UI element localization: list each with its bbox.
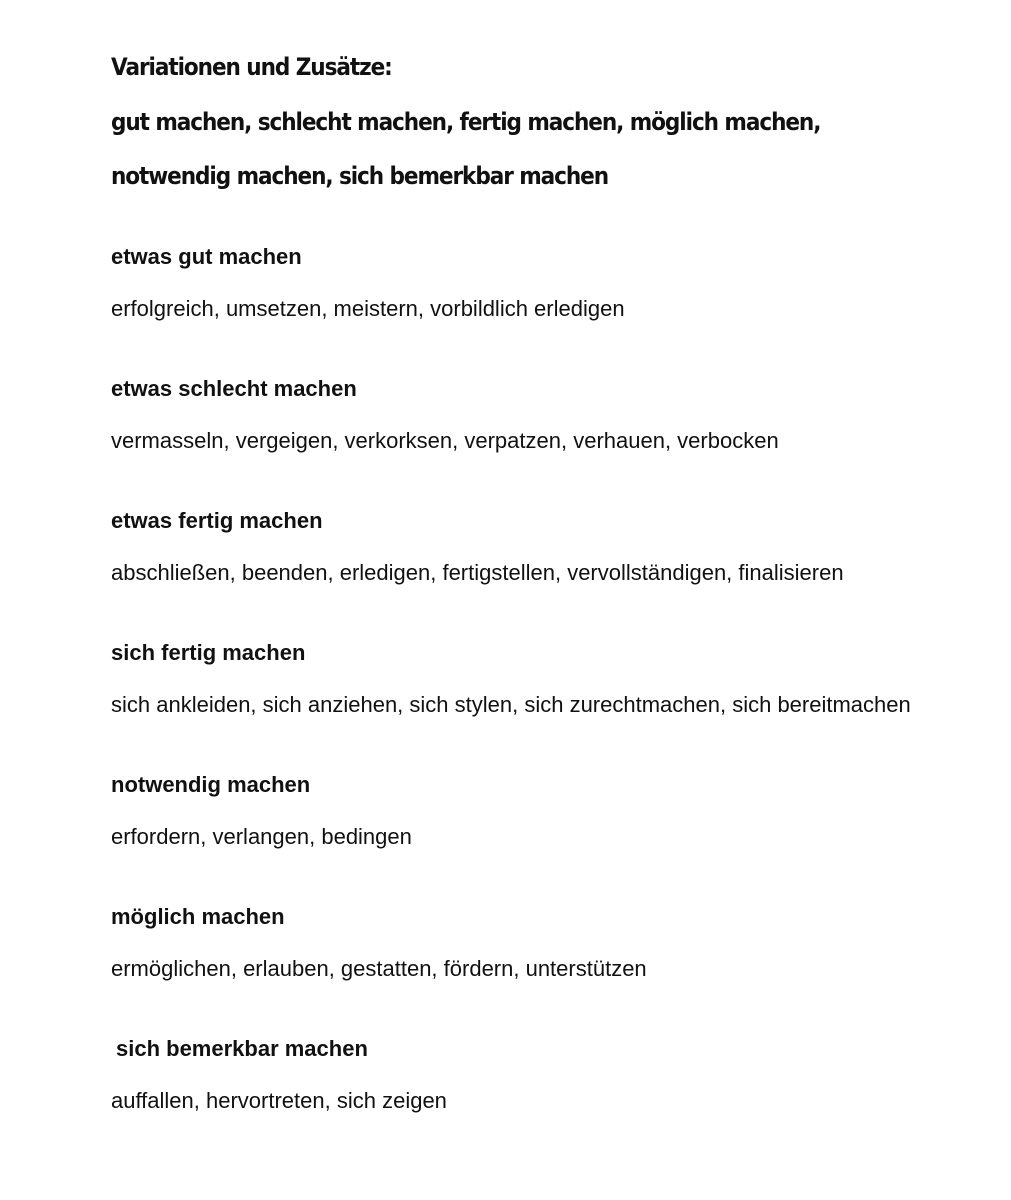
intro-variations-line-2: notwendig machen, sich bemerkbar machen [111,162,609,190]
section-etwas-schlecht-machen [111,375,991,455]
section-term: sich bemerkbar machen [116,1036,368,1061]
section-term: möglich machen [111,904,285,929]
section-synonyms: auffallen, hervortreten, sich zeigen [111,1088,447,1113]
section-synonyms: vermasseln, vergeigen, verkorksen, verpatzen, verhauen, verbocken [111,428,779,453]
intro-heading: Variationen und Zusätze: [111,53,392,81]
intro-variations-line-1: gut machen, schlecht machen, fertig machen, möglich machen, [111,108,821,136]
section-notwendig-machen [111,771,991,851]
section-synonyms: ermöglichen, erlauben, gestatten, fördern, unterstützen [111,956,647,981]
section-term: etwas fertig machen [111,508,323,533]
section-moeglich-machen [111,903,991,983]
section-synonyms: abschließen, beenden, erledigen, fertigstellen, vervollständigen, finalisieren [111,560,844,585]
section-etwas-gut-machen [111,243,991,323]
section-term: etwas gut machen [111,244,302,269]
section-term: notwendig machen [111,772,311,797]
section-etwas-fertig-machen [111,507,991,587]
section-synonyms: sich ankleiden, sich anziehen, sich stylen, sich zurechtmachen, sich bereitmachen [111,692,911,717]
section-sich-fertig-machen [111,639,991,719]
section-synonyms: erfolgreich, umsetzen, meistern, vorbildlich erledigen [111,296,625,321]
section-sich-bemerkbar-machen [111,1035,991,1115]
section-synonyms: erfordern, verlangen, bedingen [111,824,412,849]
section-term: sich fertig machen [111,640,306,665]
section-term: etwas schlecht machen [111,376,357,401]
